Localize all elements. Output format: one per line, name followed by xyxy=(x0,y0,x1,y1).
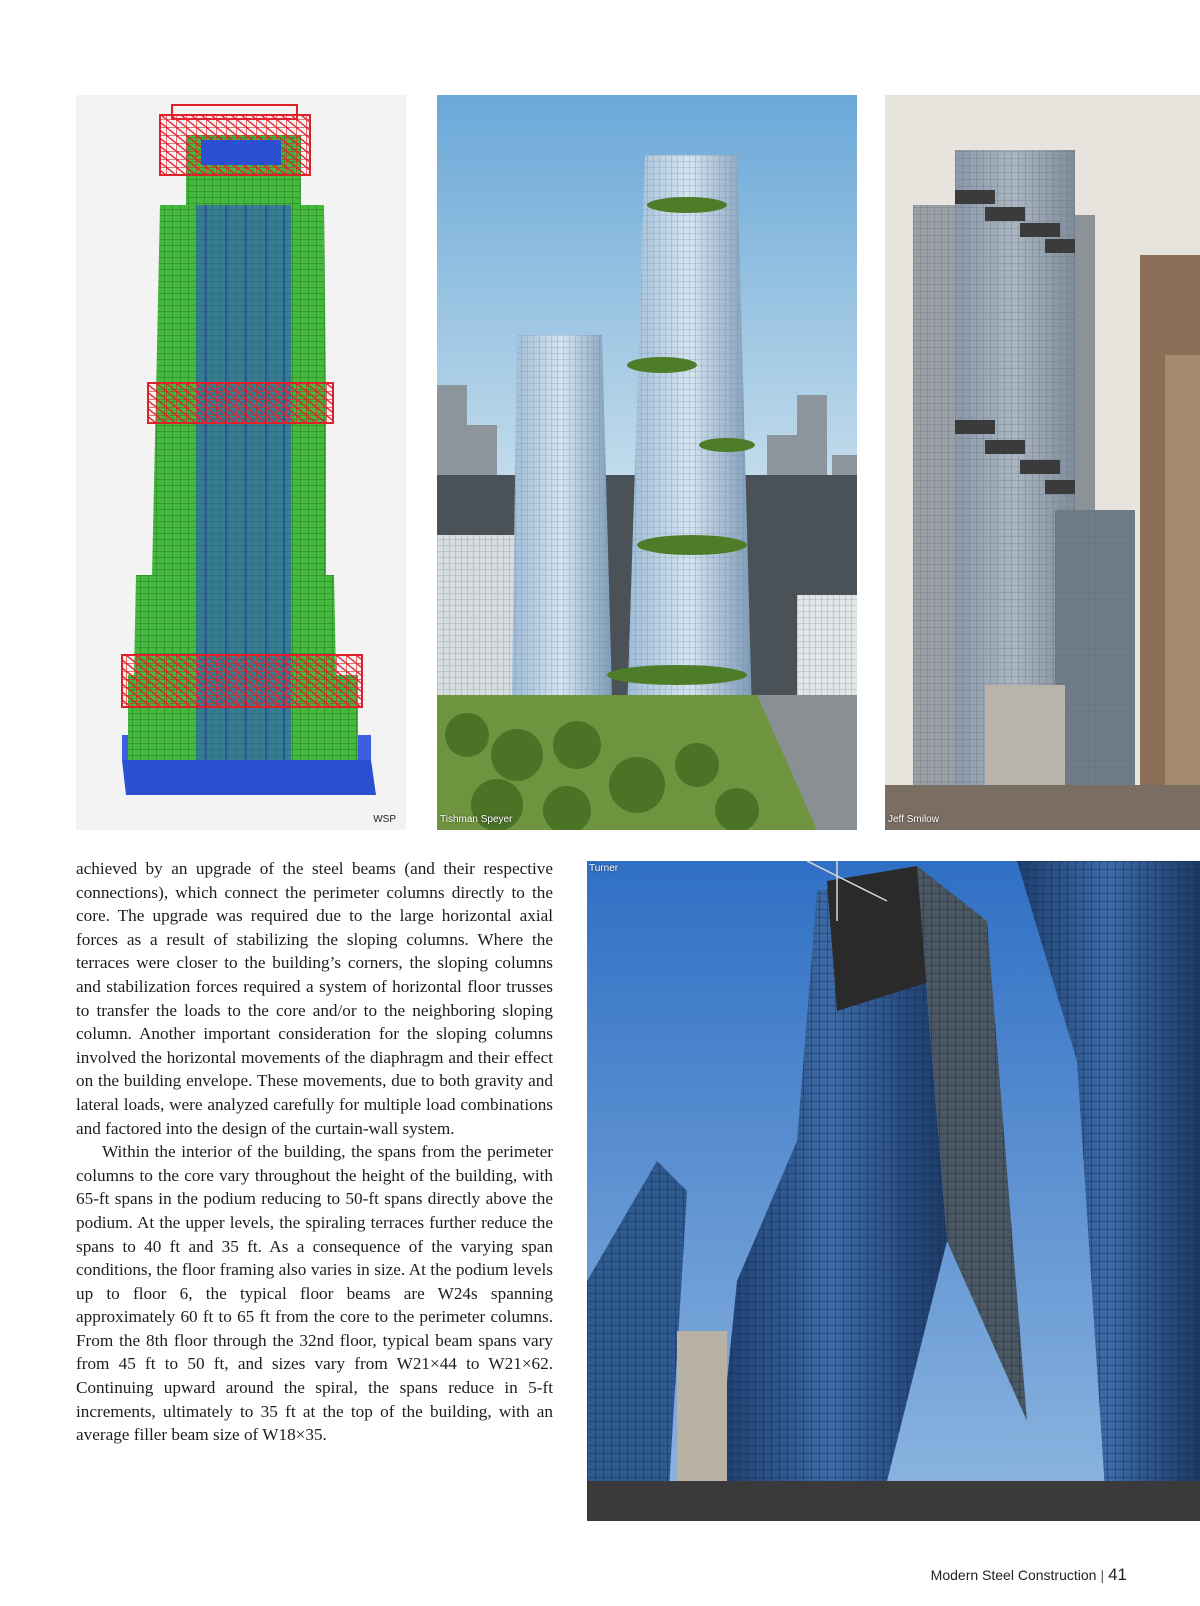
photo-credit-tishman-speyer: Tishman Speyer xyxy=(440,814,513,825)
page-number: 41 xyxy=(1108,1565,1127,1584)
page-footer xyxy=(931,1565,1127,1585)
photo-credit-jeff-smilow: Jeff Smilow xyxy=(888,814,939,825)
construction-low-figure xyxy=(587,861,1200,1521)
folio-separator: | xyxy=(1100,1567,1105,1583)
construction-side-figure xyxy=(885,95,1200,830)
tower-rendering-image xyxy=(437,95,857,830)
body-paragraph: Within the interior of the building, the spans from the perimeter columns to the core vary throughout the height of the building, with 65-ft spans in the podium reducing to 50-ft spans directly above the podium. At the upper levels, the spiraling terraces further reduce the spans to 40 ft and 35 ft. As a consequence of the varying span conditions, the floor framing also varies in size. At the podium levels up to floor 6, the typical floor beams are W24s spanning approximately 60 ft to 65 ft from the core to the perimeter columns. From the 8th floor through the 32nd floor, typical beam spans vary from 45 ft to 50 ft, and sizes vary from W21×44 to W21×62. Continuing upward around the spiral, the spans reduce in 5-ft increments, ultimately to 35 ft at the top of the building, with an average filler beam size of W18×35. xyxy=(76,1142,553,1445)
photo-credit-wsp: WSP xyxy=(373,814,396,825)
rendering-figure xyxy=(437,95,857,830)
publication-name: Modern Steel Construction xyxy=(930,1567,1097,1583)
tower-construction-photo xyxy=(885,95,1200,830)
article-body xyxy=(76,857,553,1447)
photo-credit-turner: Turner xyxy=(589,863,619,874)
structural-steel-model-image xyxy=(76,95,406,830)
body-paragraph: achieved by an upgrade of the steel beams (and their respective connections), which connect the perimeter columns directly to the core. The upgrade was required due to the large horizontal axial forces as a result of stabilizing the sloping columns. Where the terraces were closer to the building’s corners, the sloping columns and stabilization forces required a system of horizontal floor trusses to transfer the loads to the core and/or to the neighboring sloping column. Another important consideration for the sloping columns involved the horizontal movements of the diaphragm and their effect on the building envelope. These movements, due to both gravity and lateral loads, were analyzed carefully for multiple load combinations and factored into the design of the curtain-wall system. xyxy=(76,859,553,1138)
structural-model-figure xyxy=(76,95,406,830)
tower-low-angle-photo xyxy=(587,861,1200,1521)
